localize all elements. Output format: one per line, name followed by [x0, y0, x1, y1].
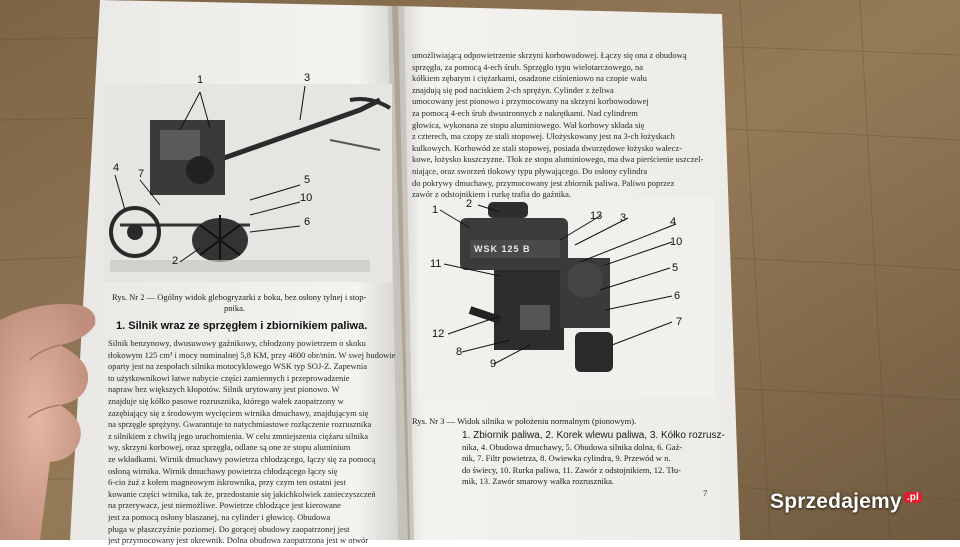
- fig3-legend: [462, 430, 725, 488]
- right-body-line: zawór z odstojnikiem i rurkę trafia do gaźnika.: [412, 189, 572, 200]
- fig3-label-1: 1: [432, 204, 439, 216]
- fig2-label-10: 10: [300, 192, 313, 204]
- legend-line: nika, 4. Obudowa dmuchawy, 5. Obudowa silnika dolna, 6. Gaź-: [462, 441, 683, 452]
- fig3-label-10: 10: [670, 236, 683, 248]
- figure-3-photo: [418, 198, 714, 398]
- fig3-label-2: 2: [466, 198, 473, 210]
- right-body-line: umożliwiającą odpowietrzenie skrzyni korbowodowej. Łączy się ona z obudową: [412, 50, 687, 60]
- right-body-line: umocowany jest pionowo i przymocowany na skrzyni korbowodowej: [412, 96, 649, 107]
- fig3-label-9: 9: [490, 358, 497, 370]
- right-body-line: kowe, łożysko kuszczyzne. Tłok ze stopu aluminiowego, ma dwa pierścienie uszczel-: [412, 154, 704, 165]
- fig2-label-2: 2: [172, 255, 179, 267]
- left-body-line: napraw bez większych kłopotów. Silnik urytowany jest pionowo. W: [108, 384, 340, 395]
- right-body-line: do pokrywy dmuchawy, przymocowany jest zbiornik paliwa. Paliwo poprzez: [412, 177, 675, 188]
- fig2-label-3: 3: [304, 72, 311, 84]
- right-body-line: głowica, wykonana ze stopu aluminiowego. Wał korbowy składa się: [412, 119, 645, 130]
- figure-2-photo: [104, 84, 392, 282]
- left-body-line: znajduje się kółko pasowe rozrusznika, którego wałek zaopatrzony w: [108, 395, 344, 406]
- engine-plate-text: WSK 125 B: [474, 244, 531, 254]
- fig2-label-1: 1: [197, 74, 204, 86]
- left-body-line: tłokowym 125 cm³ i mocy nominalnej 5,8 KM, przy 4600 obr/min. W swej budowie: [108, 349, 396, 360]
- fig2-label-4: 4: [113, 162, 120, 174]
- left-body-line: osłoną wirnika. Wirnik dmuchawy powietrza chłodzącego łączy się: [108, 465, 338, 476]
- left-body-line: jest przymocowany jest okrewnik. Dolna obudowa zaopatrzona jest w otwór: [108, 535, 369, 546]
- fig3-label-6: 6: [674, 290, 681, 302]
- legend-line: 1. Zbiornik paliwa, 2. Korek wlewu paliwa, 3. Kółko rozrusz-: [462, 430, 725, 441]
- fig3-label-13: 13: [590, 210, 603, 222]
- left-body-line: Silnik benzynowy, dwusuwowy gaźnikowy, chłodzony powietrzem o skoku: [108, 338, 366, 348]
- page-number: 7: [703, 488, 708, 498]
- right-body-line: z czterech, ma czopy ze stali stopowej. Ułożyskowany jest na 3-ch łożyskach: [412, 131, 675, 142]
- fig3-label-4: 4: [670, 216, 677, 228]
- left-body-text: [108, 338, 398, 547]
- left-body-line: wy, skrzyni korbowej, oraz sprzęgła, odlane są one ze stopu aluminium: [108, 442, 351, 453]
- fig2-caption-line-2: pnika.: [224, 303, 246, 313]
- fig3-label-5: 5: [672, 262, 679, 274]
- left-body-line: to użytkownikowi łatwe nabycie części zamiennych i przeprowadzenie: [108, 372, 350, 383]
- left-body-line: na sprzęgle sprężyny. Gwarantuje to natychmiastowe rozłączenie rozrusznika: [108, 419, 372, 430]
- fig3-label-7: 7: [676, 316, 683, 328]
- fig3-caption: Rys. Nr 3 — Widok silnika w położeniu normalnym (pionowym).: [412, 416, 637, 426]
- watermark-brand: Sprzedajemy: [770, 490, 902, 513]
- fig3-label-12: 12: [432, 328, 445, 340]
- left-body-line: zazębiający się z środowym wycięciem wirnika dmuchawy, znajdującym się: [108, 407, 369, 418]
- legend-line: do świecy, 10. Rurka paliwa, 11. Zawór z odstojnikiem, 12. Tłu-: [462, 464, 681, 475]
- left-body-line: z silnikiem z chwilą jego uruchomienia. W celu zmniejszenia ciężaru silnika: [108, 430, 369, 441]
- left-body-line: pługa w płaszczyźnie poziomej. Do gorącej obudowy zaopatrzonej jest: [108, 523, 350, 534]
- left-body-line: kowanie części wirnika, tak że, przedostanie się jakichkolwiek zanieczyszczeń: [108, 488, 376, 499]
- right-body-text: [412, 50, 712, 201]
- legend-line: mik, 13. Zawór smarowy wałka rozrusznika.: [462, 476, 615, 486]
- left-body-line: na przerywacz, jest niemożliwe. Powietrze chłodzące jest kierowane: [108, 500, 341, 511]
- fig3-label-8: 8: [456, 346, 463, 358]
- fig2-caption: [112, 292, 397, 314]
- right-body-line: kółkiem zębatym i ciężarkami, osadzone ciśnieniowo na czopie wału: [412, 73, 647, 84]
- section-heading: 1. Silnik wraz ze sprzęgłem i zbiornikiem paliwa.: [116, 320, 368, 332]
- right-body-line: za pomocą 4-ech śrub dwustronnych z nakrętkami. Nad cylindrem: [412, 107, 638, 118]
- right-body-line: sprzęgła, za pomocą 4-ech śrub. Sprzęgło typu wielotarczowego, na: [412, 61, 644, 72]
- left-body-line: jest za pomocą osłony blaszanej, na cylinder i głowicę. Obudowa: [108, 511, 331, 522]
- fig2-label-6: 6: [304, 216, 311, 228]
- left-body-line: 6-cio żuż z kołem magneowym iskrownika, przy czym ten ostatni jest: [108, 477, 346, 488]
- right-body-line: niające, oraz sworzeń tłokowy typu pływającego. Do osłony cylindra: [412, 165, 648, 176]
- left-body-line: oparty jest na zespołach silnika motocyklowego WSK typ SOJ-Z. Zapewnia: [108, 361, 368, 372]
- legend-line: nik, 7. Filtr powietrza, 8. Owiewka cylindra, 9. Przewód w n.: [462, 453, 671, 463]
- fig2-caption-line-1: Rys. Nr 2 — Ogólny widok glebogryzarki z boku, bez osłony tylnej i stop-: [112, 292, 367, 302]
- right-body-line: kulkowych. Korbowód ze stali stopowej, posiada dwurzędowe łożysko wałecz-: [412, 142, 683, 153]
- fig2-label-5: 5: [304, 174, 311, 186]
- fig3-label-11: 11: [430, 258, 442, 270]
- watermark-suffix: .pl: [904, 492, 922, 503]
- left-body-line: ze wkładkami. Wirnik dmuchawy powietrza chłodzącego, łączy się za pomocą: [108, 453, 376, 464]
- right-body-line: znajdują się pod naciskiem 2-ch sprężyn. Cylinder z żeliwa: [412, 84, 614, 95]
- fig2-label-7: 7: [138, 168, 145, 180]
- sprzedajemy-watermark: [770, 490, 922, 514]
- fig3-label-3: 3: [620, 212, 627, 224]
